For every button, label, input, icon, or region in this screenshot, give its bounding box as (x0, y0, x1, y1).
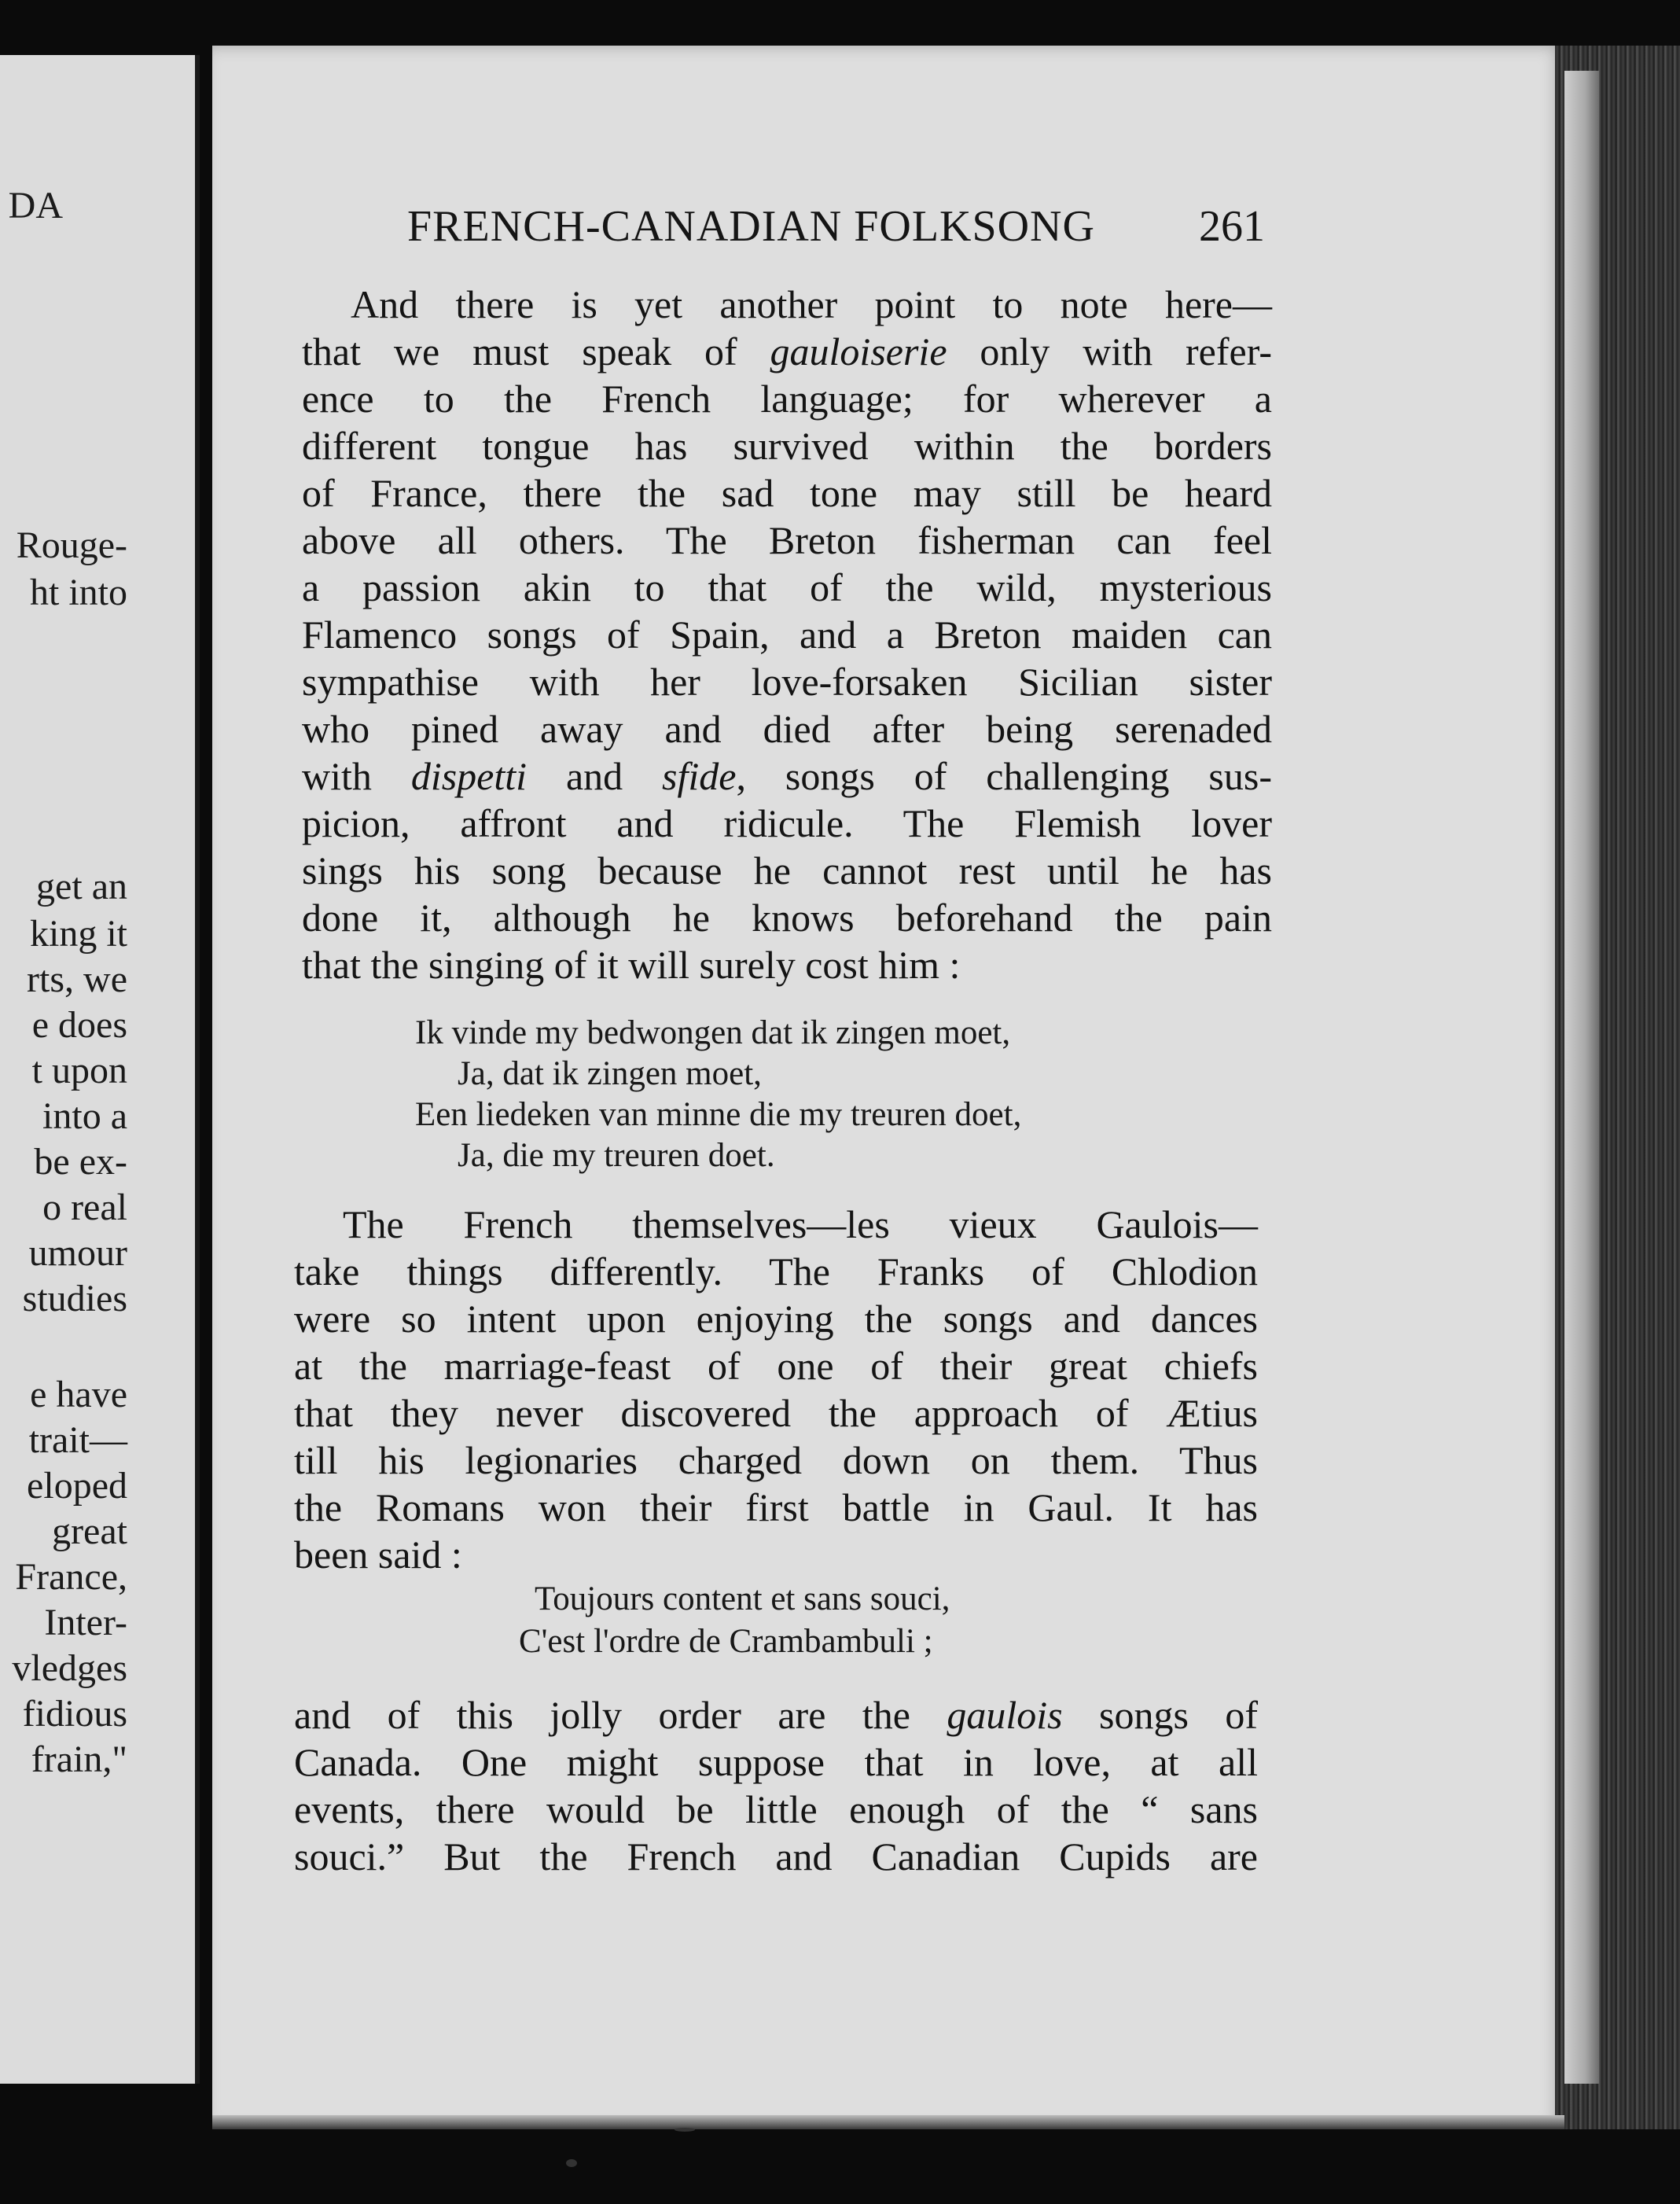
left-line: umour (28, 1232, 127, 1274)
text-line: that they never discovered the approach of Ætius (294, 1391, 1258, 1435)
text-line: Canada. One might suppose that in love, at all (294, 1740, 1258, 1784)
left-line: be ex- (34, 1141, 127, 1183)
left-line: great (52, 1510, 127, 1552)
left-line: o real (42, 1187, 127, 1228)
text-line: ence to the French language; for wherever a (302, 377, 1272, 421)
verse-line: Toujours content et sans souci, (535, 1580, 950, 1617)
verse-line: C'est l'ordre de Crambambuli ; (519, 1623, 933, 1660)
left-line: ht into (29, 572, 127, 613)
running-title: FRENCH-CANADIAN FOLKSONG (407, 202, 1095, 251)
text-line: with dispetti and sfide, songs of challenging sus- (302, 754, 1272, 798)
left-line: studies (22, 1278, 127, 1319)
text-line: were so intent upon enjoying the songs and dances (294, 1297, 1258, 1341)
page-bottom-edge (212, 2115, 1564, 2129)
page-edge-highlight (1564, 71, 1599, 2084)
text-line: sings his song because he cannot rest until he has (302, 848, 1272, 892)
left-line: e have (30, 1374, 127, 1415)
verse-line: Ja, die my treuren doet. (458, 1137, 775, 1174)
text-line: done it, although he knows beforehand the pain (302, 896, 1272, 940)
text-line: take things differently. The Franks of Chlodion (294, 1249, 1258, 1293)
text-line: that we must speak of gauloiserie only with refer- (302, 329, 1272, 373)
page-number: 261 (1199, 202, 1265, 251)
text-line: been said : (294, 1532, 462, 1577)
left-line: Inter- (44, 1602, 127, 1643)
text-line: picion, affront and ridicule. The Flemish lover (302, 801, 1272, 845)
left-line: rts, we (27, 959, 127, 1000)
left-line: t upon (31, 1050, 127, 1091)
left-header-fragment: DA (8, 185, 63, 226)
scan-speck (675, 2128, 695, 2132)
text-line: souci.” But the French and Canadian Cupids are (294, 1834, 1258, 1878)
verse-line: Ja, dat ik zingen moet, (458, 1055, 762, 1092)
left-line: trait— (28, 1419, 127, 1461)
text-line: that the singing of it will surely cost him : (302, 943, 961, 987)
text-line: at the marriage-feast of one of their great chiefs (294, 1344, 1258, 1388)
text-line: And there is yet another point to note here— (351, 282, 1272, 326)
left-line: e does (31, 1004, 127, 1046)
left-line: fidious (22, 1693, 127, 1735)
text-line: above all others. The Breton fisherman can feel (302, 518, 1272, 562)
text-line: The French themselves—les vieux Gaulois— (343, 1202, 1258, 1246)
text-line: a passion akin to that of the wild, mysterious (302, 565, 1272, 609)
text-line: till his legionaries charged down on them. Thus (294, 1438, 1258, 1482)
verse-line: Ik vinde my bedwongen dat ik zingen moet, (415, 1014, 1011, 1051)
left-line: frain," (31, 1739, 127, 1780)
text-line: who pined away and died after being serenaded (302, 707, 1272, 751)
text-line: the Romans won their first battle in Gaul. It has (294, 1485, 1258, 1529)
text-line: sympathise with her love-forsaken Sicilian sister (302, 660, 1272, 704)
left-line: into a (42, 1095, 127, 1137)
left-line: king it (29, 913, 127, 955)
left-line: vledges (12, 1647, 127, 1689)
left-line: France, (15, 1556, 127, 1598)
left-line: get an (36, 866, 127, 907)
text-line: and of this jolly order are the gaulois songs of (294, 1693, 1258, 1737)
verse-line: Een liedeken van minne die my treuren doet, (415, 1096, 1022, 1133)
scan-speck (566, 2159, 577, 2167)
text-line: events, there would be little enough of the “ sans (294, 1787, 1258, 1831)
left-line: eloped (27, 1465, 127, 1507)
text-line: different tongue has survived within the borders (302, 424, 1272, 468)
text-line: of France, there the sad tone may still be heard (302, 471, 1272, 515)
text-line: Flamenco songs of Spain, and a Breton maiden can (302, 613, 1272, 657)
left-page-fragment (0, 55, 200, 2084)
left-line: Rouge- (16, 524, 127, 566)
